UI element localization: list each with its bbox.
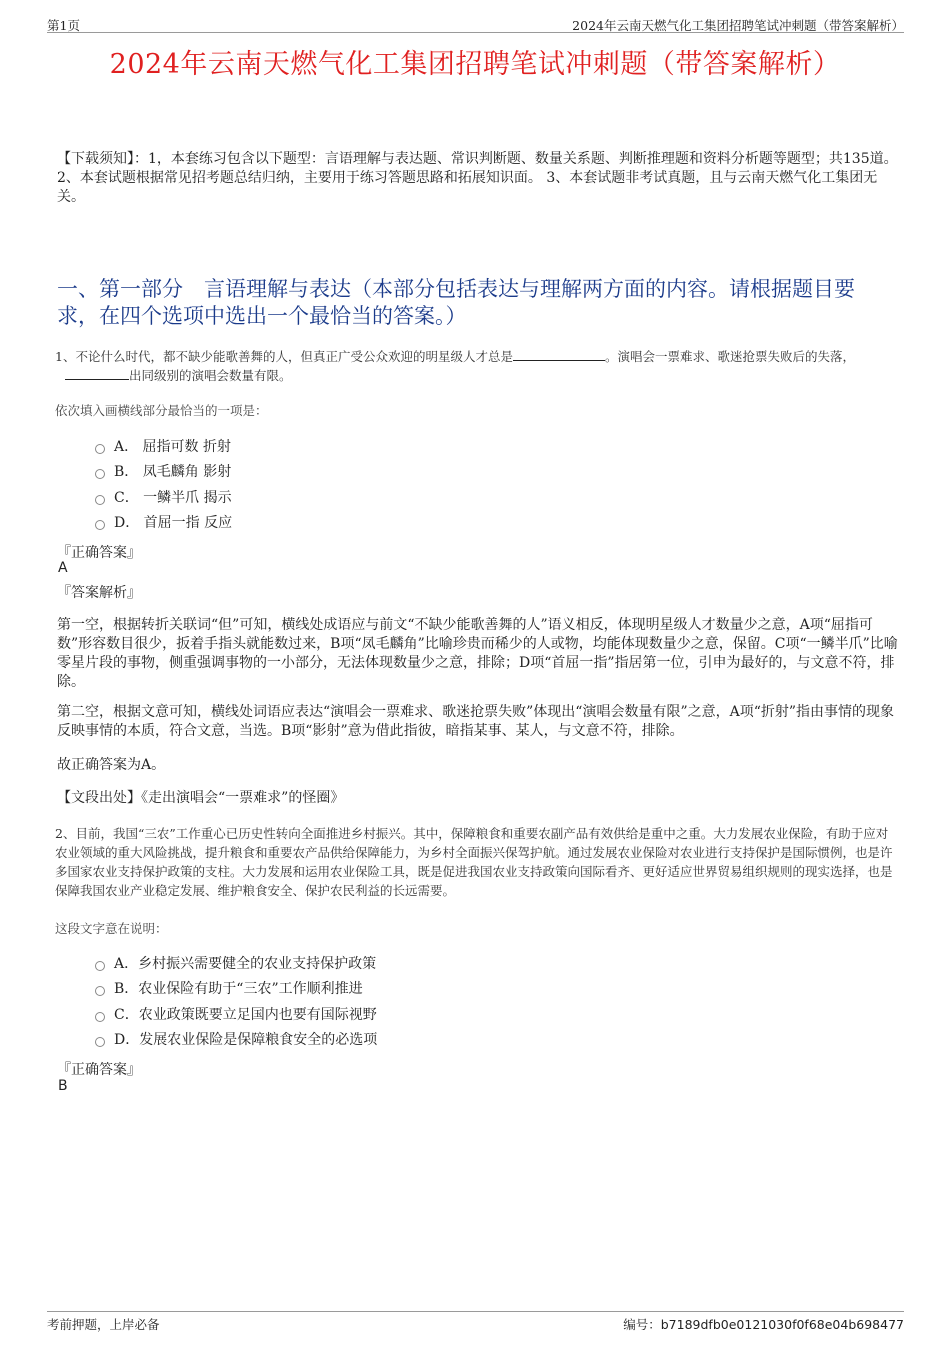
correct-answer: A bbox=[58, 560, 68, 576]
footer-code-value: b7189dfb0e0121030f0f68e04b698477 bbox=[660, 1317, 904, 1332]
correct-answer-label: 『正确答案』 bbox=[57, 545, 141, 561]
radio-icon[interactable] bbox=[95, 495, 105, 505]
page-footer bbox=[47, 1311, 904, 1334]
page-number: 第1页 bbox=[47, 18, 80, 33]
source-citation: 【文段出处】《走出演唱会“一票难求”的怪圈》 bbox=[57, 790, 345, 806]
option-d[interactable]: D． 首屈一指 反应 bbox=[95, 510, 232, 536]
footer-code-label: 编号： bbox=[623, 1317, 661, 1332]
radio-icon[interactable] bbox=[95, 444, 105, 454]
question-1-text-a: 1、不论什么时代，都不缺少能歌善舞的人，但真正广受公众欢迎的明星级人才总是 bbox=[55, 349, 513, 364]
radio-icon[interactable] bbox=[95, 961, 105, 971]
question-1-stem bbox=[55, 347, 898, 385]
radio-icon[interactable] bbox=[95, 1037, 105, 1047]
analysis-paragraph-2: 第二空，根据文意可知，横线处词语应表达“演唱会一票难求、歌迷抢票失败”体现出“演唱会数量有限”之意，A项“折射”指由事情的现象反映事情的本质，符合文意，当选。B项“影射”意为借此指彼，暗指某事、某人，与文意不符，排除。 bbox=[57, 704, 895, 739]
option-c[interactable]: C． 一鳞半爪 揭示 bbox=[95, 484, 232, 510]
question-1-text-c: 出同级别的演唱会数量有限。 bbox=[129, 368, 292, 383]
option-c[interactable]: C．农业政策既要立足国内也要有国际视野 bbox=[95, 1001, 377, 1027]
header-doc-title: 2024年云南天燃气化工集团招聘笔试冲刺题（带答案解析） bbox=[572, 18, 904, 33]
radio-icon[interactable] bbox=[95, 986, 105, 996]
page-header bbox=[47, 14, 904, 33]
question-1-prompt: 依次填入画横线部分最恰当的一项是： bbox=[55, 403, 268, 418]
option-a[interactable]: A．乡村振兴需要健全的农业支持保护政策 bbox=[95, 950, 377, 976]
correct-answer: B bbox=[58, 1078, 68, 1094]
question-1-options bbox=[95, 433, 232, 535]
option-d[interactable]: D．发展农业保险是保障粮食安全的必选项 bbox=[95, 1027, 377, 1053]
download-notice: 【下载须知】：1，本套练习包含以下题型：言语理解与表达题、常识判断题、数量关系题、判断推理题和资料分析题等题型；共135道。 2、本套试题根据常见招考题总结归纳，主要用于练习答题思路和拓展知识面。 3、本套试题非考试真题，且与云南天燃气化工集团无关。 bbox=[57, 151, 898, 205]
radio-icon[interactable] bbox=[95, 1012, 105, 1022]
option-a[interactable]: A． 屈指可数 折射 bbox=[95, 433, 232, 459]
analysis-paragraph-1: 第一空，根据转折关联词“但”可知，横线处成语应与前文“不缺少能歌善舞的人”语义相反，体现明星级人才数量少之意，A项“屈指可数”形容数目很少，扳着手指头就能数过来，B项“凤毛麟角”比喻珍贵而稀少的人或物，均能体现数量少之意，保留。C项“一鳞半爪”比喻零星片段的事物，侧重强调事物的一小部分，无法体现数量少之意，排除；D项“首屈一指”指居第一位，引申为最好的，与文意不符，排除。 bbox=[57, 617, 898, 690]
document-title: 2024年云南天燃气化工集团招聘笔试冲刺题（带答案解析） bbox=[109, 49, 841, 80]
radio-icon[interactable] bbox=[95, 520, 105, 530]
question-2-options bbox=[95, 950, 377, 1052]
footer-slogan: 考前押题，上岸必备 bbox=[47, 1317, 160, 1332]
option-b[interactable]: B．农业保险有助于“三农”工作顺利推进 bbox=[95, 976, 377, 1002]
analysis-label: 『答案解析』 bbox=[57, 585, 141, 601]
question-2-prompt: 这段文字意在说明： bbox=[55, 921, 168, 936]
section-title: 一、第一部分 言语理解与表达（本部分包括表达与理解两方面的内容。请根据题目要求，在四个选项中选出一个最恰当的答案。） bbox=[57, 277, 855, 328]
analysis-conclusion: 故正确答案为A。 bbox=[57, 757, 166, 773]
correct-answer-label: 『正确答案』 bbox=[57, 1062, 141, 1078]
blank-line bbox=[65, 367, 129, 380]
question-1-text-b: 。演唱会一票难求、歌迷抢票失败后的失落， bbox=[604, 349, 855, 364]
radio-icon[interactable] bbox=[95, 469, 105, 479]
footer-code bbox=[623, 1315, 904, 1333]
question-2-stem: 2、目前，我国“三农”工作重心已历史性转向全面推进乡村振兴。其中，保障粮食和重要农副产品有效供给是重中之重。大力发展农业保险，有助于应对农业领域的重大风险挑战，提升粮食和重要农产品供给保障能力，为乡村全面振兴保驾护航。通过发展农业保险对农业进行支持保护是国际惯例，也是许多国家农业支持保护政策的支柱。大力发展和运用农业保险工具，既是促进我国农业支持政策向国际看齐、更好适应世界贸易组织规则的现实选择，也是保障我国农业产业稳定发展、维护粮食安全、保护农民利益的长远需要。 bbox=[55, 826, 893, 898]
option-b[interactable]: B． 凤毛麟角 影射 bbox=[95, 459, 232, 485]
blank-line bbox=[513, 348, 605, 361]
